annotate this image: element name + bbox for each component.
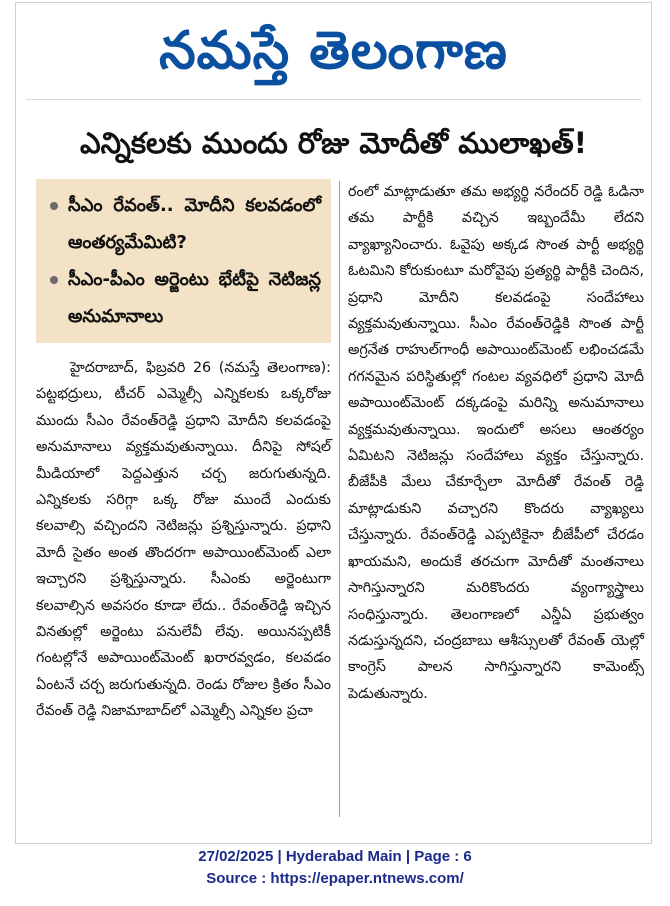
article-body-left: హైదరాబాద్, ఫిబ్రవరి 26 (నమస్తే తెలంగాణ): పట్టభద్రులు, టీచర్ ఎమ్మెల్సీ ఎన్నికలకు ఒక్కరోజు ముందు సీఎం రేవంత్‌రెడ్డి ప్రధాని మోదీని కలవడంపై అనుమానాలు వ్యక్తమవుతున్నాయి. దీనిపై సోషల్ మీడియాలో పెద్దఎత్తున చర్చ జరుగుతున్నది. ఎన్నికలకు సరిగ్గా ఒక్క రోజు ముందే ఎందుకు కలవాల్సి వచ్చిందని నెటిజన్లు ప్రశ్నిస్తున్నారు. ప్రధాని మోదీ సైతం అంత తొందరగా అపాయింట్‌మెంట్ ఎలా ఇచ్చారని ప్రశ్నిస్తున్నారు. సీఎంకు అర్జెంటుగా కలవాల్సిన అవసరం కూడా లేదు.. రేవంత్‌రెడ్డి ఇచ్చిన వినతుల్లో అర్జెంటు పనులేవీ లేవు. అయినప్పటికీ గంటల్లోనే అపాయింట్‌మెంట్ ఖరారవ్వడం, కలవడం ఏంటనే చర్చ జరుగుతున్నది. రెండు రోజుల క్రితం సీఎం రేవంత్ రెడ్డి నిజామాబాద్‌లో ఎమ్మెల్సీ ఎన్నికల ప్రచా bbox=[36, 360, 331, 720]
highlight-item bbox=[50, 187, 321, 261]
footer-date-edition: 27/02/2025 | Hyderabad Main | Page : 6 bbox=[198, 848, 472, 865]
highlight-text: సీఎం రేవంత్.. మోదీని కలవడంలో ఆంతర్యమేమిటి? bbox=[68, 195, 321, 253]
masthead-divider bbox=[26, 99, 641, 100]
highlight-item bbox=[50, 261, 321, 335]
bullet-icon bbox=[50, 202, 58, 210]
article-column-left bbox=[36, 179, 331, 725]
highlight-box bbox=[36, 179, 331, 343]
newspaper-clipping bbox=[15, 2, 652, 844]
bullet-icon bbox=[50, 276, 58, 284]
article-body-right: రంలో మాట్లాడుతూ తమ అభ్యర్థి నరేందర్ రెడ్డి ఓడినా తమ పార్టీకి వచ్చిన ఇబ్బందేమీ లేదని వ్యాఖ్యానించారు. ఓవైపు అక్కడ సొంత పార్టీ అభ్యర్థి ఓటమిని కోరుకుంటూ మరోవైపు ప్రత్యర్థి పార్టీకి చెందిన, ప్రధాని మోదీని కలవడంపై సందేహాలు వ్యక్తమవుతున్నాయి. సీఎం రేవంత్‌రెడ్డికి సొంత పార్టీ అగ్రనేత రాహుల్‌గాంధీ అపాయింట్‌మెంట్ లభించడమే గగనమైన పరిస్థితుల్లో గంటల వ్యవధిలో ప్రధాని మోదీ అపాయింట్‌మెంట్ దక్కడంపై మరిన్ని అనుమానాలు వ్యక్తమవుతున్నాయి. ఇందులో అసలు ఆంతర్యం ఏమిటని నెటిజన్లు సందేహాలు వ్యక్తం చేస్తున్నారు. బీజేపీకి మేలు చేకూర్చేలా మోదీతో రేవంత్ రెడ్డి మాట్లాడుకుని వచ్చారని కొందరు వ్యాఖ్యలు చేస్తున్నారు. రేవంత్‌రెడ్డి ఎప్పటికైనా బీజేపీలో చేరడం ఖాయమని, అందుకే తరచుగా మోదీతో మంతనాలు సాగిస్తున్నారని మరికొందరు వ్యంగ్యాస్త్రాలు సంధిస్తున్నారు. తెలంగాణలో ఎన్డీఏ ప్రభుత్వం నడుస్తున్నదని, చంద్రబాబు ఆశీస్సులతో రేవంత్ యెల్లో కాంగ్రెస్ పాలన సాగిస్తున్నారని కామెంట్స్ పెడుతున్నారు. bbox=[348, 184, 644, 702]
headline: ఎన్నికలకు ముందు రోజు మోదీతో ములాఖత్! bbox=[80, 126, 587, 160]
masthead-logo: నమస్తే తెలంగాణ bbox=[159, 20, 508, 81]
article-column-right bbox=[348, 179, 644, 707]
footer bbox=[0, 846, 670, 890]
footer-source: Source : https://epaper.ntnews.com/ bbox=[206, 870, 464, 887]
highlight-text: సీఎం-పీఎం అర్జెంటు భేటీపై నెటిజన్ల అనుమానాలు bbox=[68, 269, 321, 327]
column-divider bbox=[339, 181, 340, 817]
